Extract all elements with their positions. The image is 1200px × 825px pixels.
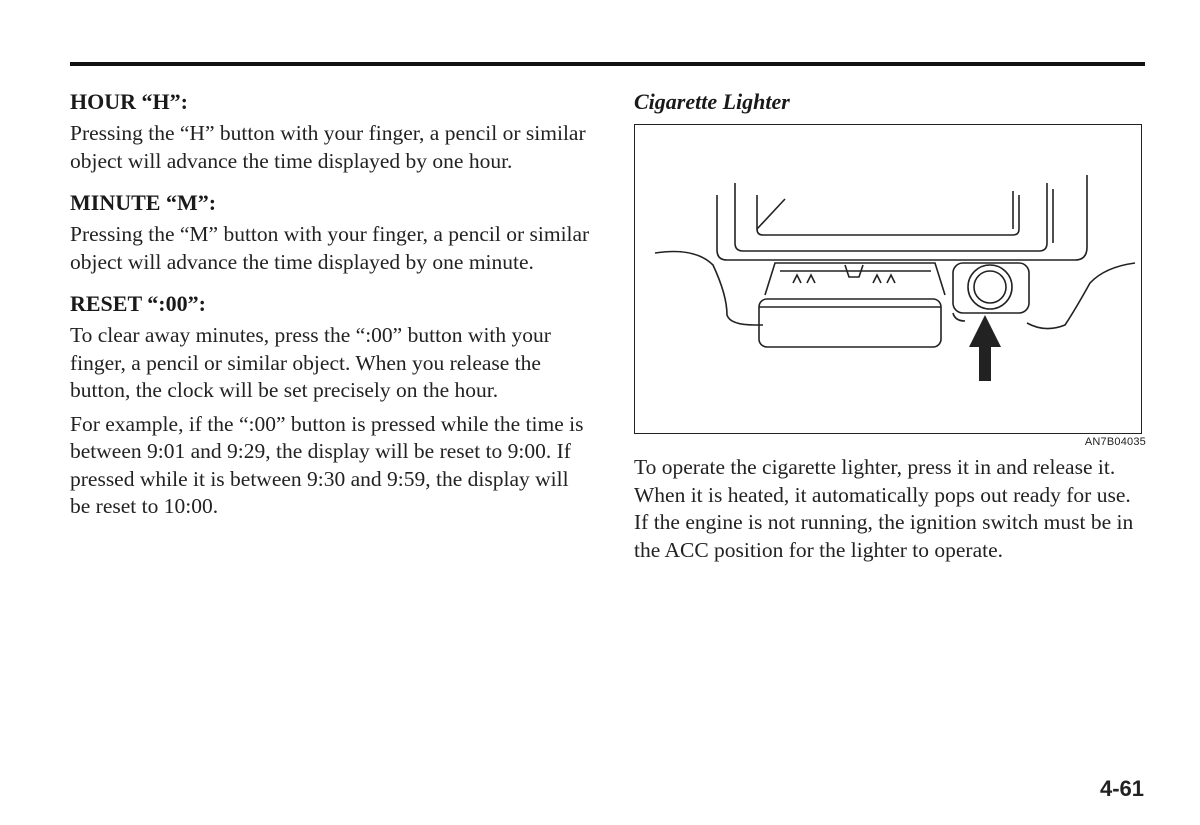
ashtray-drawer-icon [759,263,945,347]
paragraph-hour: Pressing the “H” button with your finger, a pencil or similar object will advance the time displayed by one hour. [70,121,586,173]
heading-reset: RESET “:00”: [70,291,206,316]
right-panel-curve [1027,263,1135,329]
paragraph-minute: Pressing the “M” button with your finger, a pencil or similar object will advance the time displayed by one minute. [70,222,590,274]
left-panel-curve [655,252,763,326]
paragraph-reset-2: For example, if the “:00” button is pressed while the time is between 9:01 and 9:29, the display will be reset to 9:00. If pressed while it is between 9:30 and 9:59, the display will be reset to 10:00. [70,411,584,518]
cigarette-lighter-figure [634,124,1142,434]
up-arrow-indicator-icon [969,315,1001,381]
cigarette-lighter-illustration [635,125,1141,433]
header-rule [70,62,1145,66]
section-reset [70,290,590,521]
page-number: 4-61 [1099,776,1144,801]
figure-code: AN7B04035 [1084,436,1146,448]
section-hour [70,88,590,175]
heading-minute: MINUTE “M”: [70,190,217,215]
heading-hour: HOUR “H”: [70,89,188,114]
section-minute [70,189,590,276]
paragraph-reset-1: To clear away minutes, press the “:00” button with your finger, a pencil or similar object. When you release the button, the clock will be set precisely on the hour. [70,323,551,402]
cigarette-lighter-socket-icon [953,263,1029,313]
section-title-cigarette-lighter: Cigarette Lighter [634,89,790,114]
right-column [634,88,1146,564]
console-outline [717,175,1087,260]
cigarette-lighter-description: To operate the cigarette lighter, press it in and release it. When it is heated, it automatically pops out ready for use. If the engine is not running, the ignition switch must be in the ACC position for the lighter to operate. [634,455,1134,562]
storage-bin-outline [735,183,1047,251]
storage-bin-inner [757,195,1019,235]
left-column [70,88,590,535]
